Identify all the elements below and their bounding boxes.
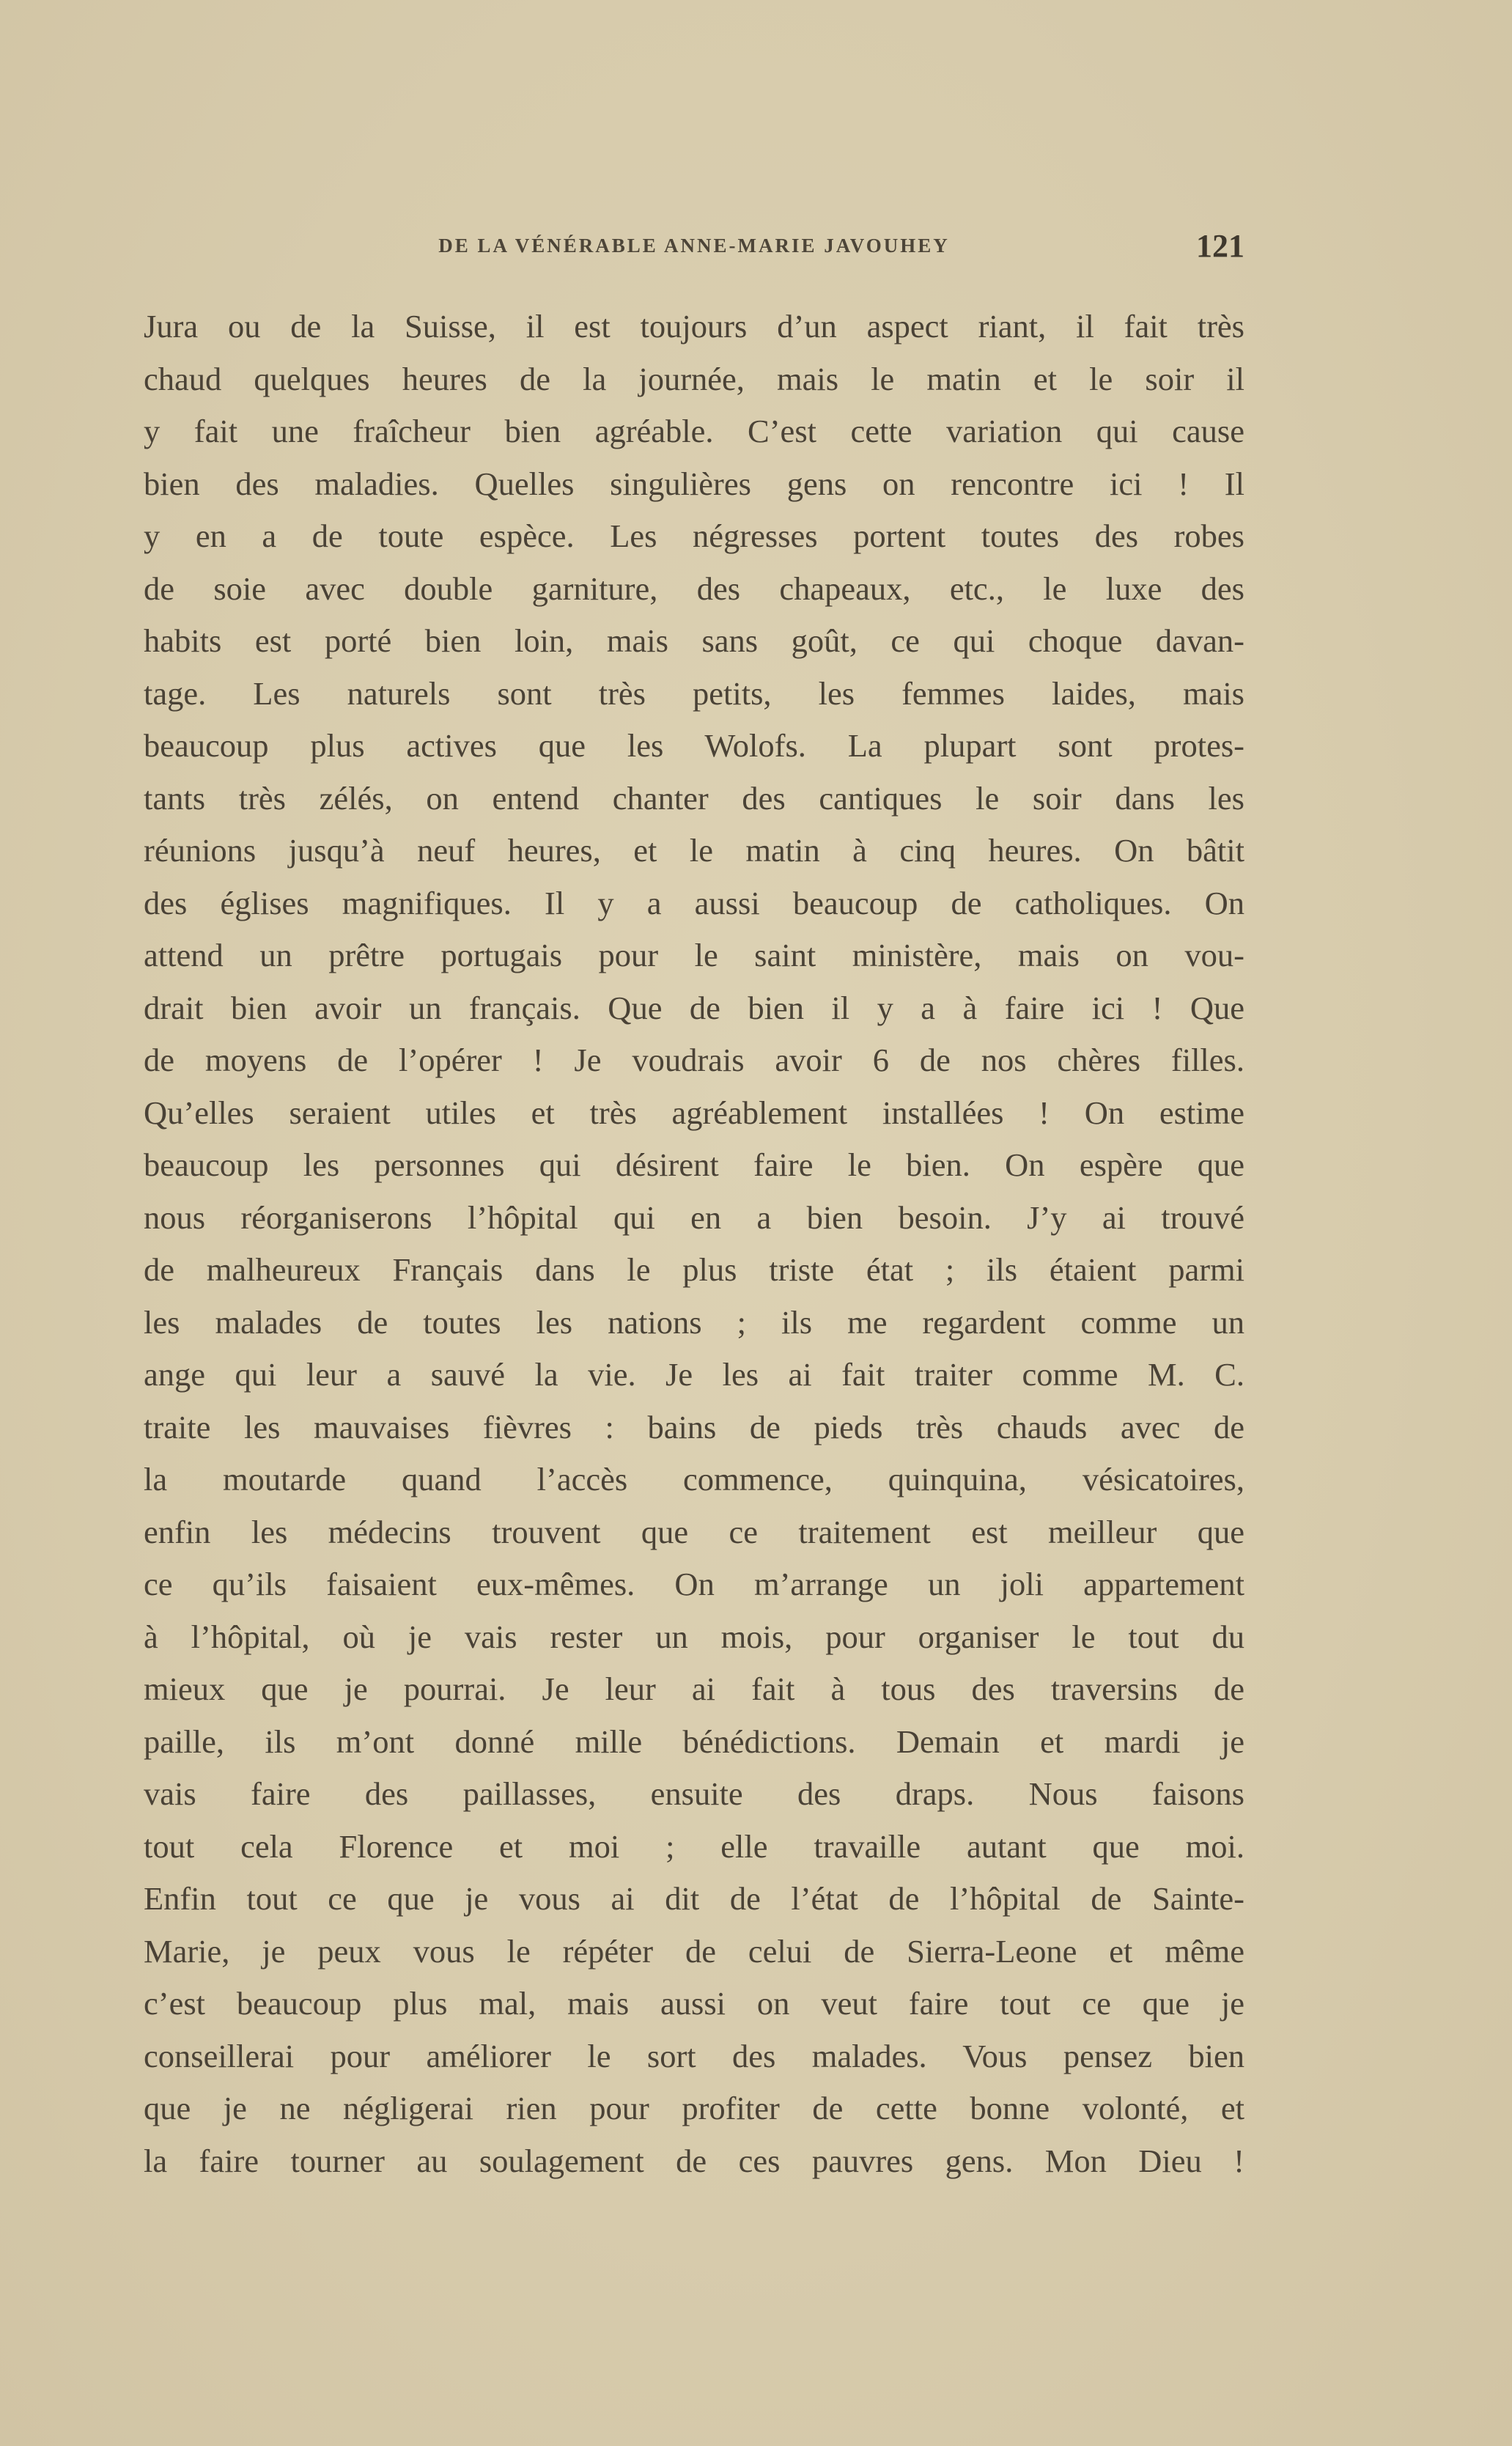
text-line: nous réorganiserons l’hôpital qui en a bien besoin. J’y ai trouvé [144,1198,1244,1236]
page-number: 121 [1196,228,1244,264]
text-line: conseillerai pour améliorer le sort des malades. Vous pensez bien [144,2037,1244,2074]
text-line: habits est porté bien loin, mais sans goût, ce qui choque davan- [144,622,1244,659]
text-line: les malades de toutes les nations ; ils me regardent comme un [144,1303,1244,1341]
text-line: traite les mauvaises fièvres : bains de pieds très chauds avec de [144,1408,1244,1445]
text-line: ange qui leur a sauvé la vie. Je les ai fait traiter comme M. C. [144,1356,1244,1393]
text-line: la moutarde quand l’accès commence, quinquina, vésicatoires, [144,1461,1244,1498]
text-line: que je ne négligerai rien pour profiter de cette bonne volonté, et [144,2090,1244,2126]
text-line: drait bien avoir un français. Que de bien il y a à faire ici ! Que [144,989,1244,1026]
text-line: chaud quelques heures de la journée, mais le matin et le soir il [144,360,1244,397]
text-line: Qu’elles seraient utiles et très agréablement installées ! On estime [144,1094,1244,1131]
text-line: c’est beaucoup plus mal, mais aussi on veut faire tout ce que je [144,1985,1244,2022]
text-line: de malheureux Français dans le plus triste état ; ils étaient parmi [144,1251,1244,1288]
text-line: tout cela Florence et moi ; elle travaille autant que moi. [144,1827,1244,1865]
text-line: des églises magnifiques. Il y a aussi beaucoup de catholiques. On [144,884,1244,921]
text-line: mieux que je pourrai. Je leur ai fait à tous des traversins de [144,1670,1244,1707]
running-head [144,228,1244,264]
text-line: de moyens de l’opérer ! Je voudrais avoir 6 de nos chères filles. [144,1042,1244,1078]
text-line: beaucoup les personnes qui désirent faire le bien. On espère que [144,1146,1244,1183]
text-line: bien des maladies. Quelles singulières gens on rencontre ici ! Il [144,465,1244,502]
text-line: à l’hôpital, où je vais rester un mois, pour organiser le tout du [144,1618,1244,1655]
text-line: paille, ils m’ont donné mille bénédictions. Demain et mardi je [144,1723,1244,1760]
text-line: Enfin tout ce que je vous ai dit de l’état de l’hôpital de Sainte- [144,1880,1244,1917]
text-line: Marie, je peux vous le répéter de celui de Sierra-Leone et même [144,1932,1244,1970]
text-line: attend un prêtre portugais pour le saint ministère, mais on vou- [144,937,1244,973]
text-line: réunions jusqu’à neuf heures, et le matin à cinq heures. On bâtit [144,832,1244,869]
text-line: la faire tourner au soulagement de ces pauvres gens. Mon Dieu ! [144,2142,1244,2179]
text-line: tants très zélés, on entend chanter des cantiques le soir dans les [144,779,1244,817]
running-title: DE LA VÉNÉRABLE ANNE-MARIE JAVOUHEY [438,235,950,257]
text-line: y en a de toute espèce. Les négresses portent toutes des robes [144,517,1244,554]
text-line: Jura ou de la Suisse, il est toujours d’un aspect riant, il fait très [144,308,1244,345]
text-line: enfin les médecins trouvent que ce traitement est meilleur que [144,1513,1244,1550]
text-line: vais faire des paillasses, ensuite des draps. Nous faisons [144,1775,1244,1812]
text-line: ce qu’ils faisaient eux-mêmes. On m’arrange un joli appartement [144,1566,1244,1602]
text-line: de soie avec double garniture, des chapeaux, etc., le luxe des [144,570,1244,607]
text-line: beaucoup plus actives que les Wolofs. La plupart sont protes- [144,727,1244,764]
text-line: tage. Les naturels sont très petits, les femmes laides, mais [144,674,1244,712]
body-text [144,301,1244,2187]
text-line: y fait une fraîcheur bien agréable. C’est cette variation qui cause [144,413,1244,449]
